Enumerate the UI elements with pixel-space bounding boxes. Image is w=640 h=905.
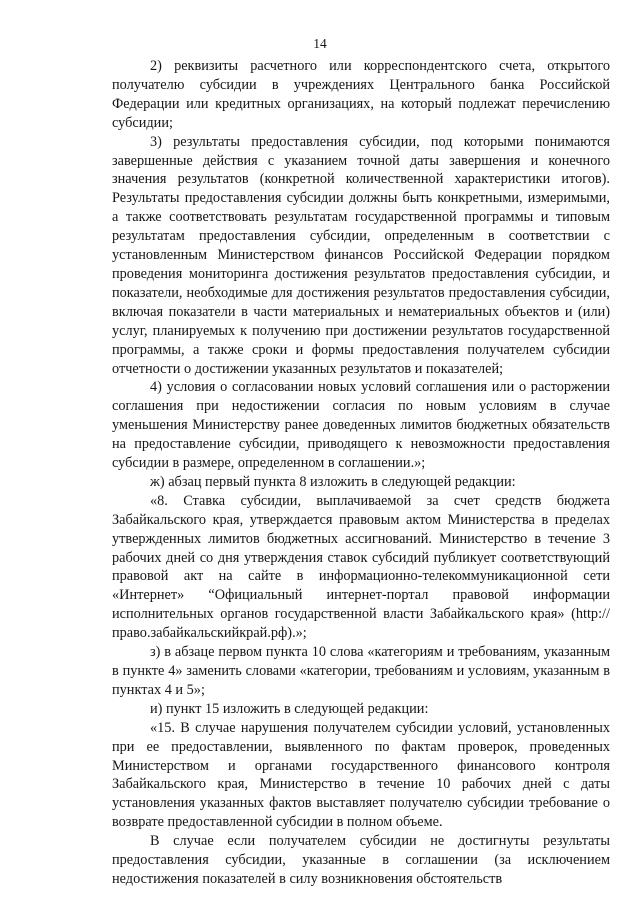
paragraph-item-2-bank-details: 2) реквизиты расчетного или корреспондентского счета, открытого получателю субсидии в учреждениях Центрального банка Российской Федерации или кредитных организациях, на который подлежат перечислению субсидии; [112,58,610,131]
paragraph-results-not-achieved: В случае если получателем субсидии не достигнуты результаты предоставления субсидии, указанные в соглашении (за исключением недостижения показателей в силу возникновения обстоятельств [112,833,610,887]
paragraph-item-4-agreement-conditions: 4) условия о согласовании новых условий соглашения или о расторжении соглашения при недостижении согласия по новым условиям в случае уменьшения Министерству ранее доведенных лимитов бюджетных обязательств на предоставление субсидии, приводящего к невозможности предоставления субсидии в размере, определенном в соглашении.»; [112,379,610,472]
paragraph-clause-8-subsidy-rate: «8. Ставка субсидии, выплачиваемой за счет средств бюджета Забайкальского края, утверждается правовым актом Министерства в пределах утвержденных лимитов бюджетных ассигнований. Министерство в течение 3 рабочих дней со дня утверждения ставок субсидий публикует соответствующий правовой акт на сайте в информационно-телекоммуникационной сети «Интернет» “Официальный интернет-портал правовой информации исполнительных органов государственной власти Забайкальского края» (http://право.забайкальскийкрай.рф).»; [112,492,610,642]
page-body [112,57,610,889]
paragraph-amendment-zh: ж) абзац первый пункта 8 изложить в следующей редакции: [150,473,516,490]
page-number: 14 [313,36,327,51]
paragraph-amendment-z: з) в абзаце первом пункта 10 слова «категориям и требованиям, указанным в пункте 4» заменить словами «категории, требованиям и условиям, указанным в пунктах 4 и 5»; [112,644,610,698]
paragraph-item-3-subsidy-results: 3) результаты предоставления субсидии, под которыми понимаются завершенные действия с указанием точной даты завершения и конечного значения результатов (конкретной количественной характеристики итогов). Результаты предоставления субсидии должны быть конкретными, измеримыми, а также соответствовать результатам государственной программы и типовым результатам предоставления субсидии, определенным в соответствии с установленным Министерством финансов Российской Федерации порядком проведения мониторинга достижения результатов предоставления субсидии, и показатели, необходимые для достижения результатов предоставления субсидии, включая показатели в части материальных и нематериальных объектов и (или) услуг, планируемых к получению при достижении результатов государственной программы, а также сроки и формы предоставления получателем субсидии отчетности о достижении указанных результатов и показателей; [112,133,610,377]
paragraph-clause-15-violation: «15. В случае нарушения получателем субсидии условий, установленных при ее предоставлении, выявленного по фактам проверок, проведенных Министерством и органами государственного финансового контроля Забайкальского края, Министерство в течение 10 рабочих дней с даты установления указанных фактов выставляет получателю субсидии требование о возврате предоставленной субсидии в полном объеме. [112,719,610,831]
paragraph-amendment-i: и) пункт 15 изложить в следующей редакции: [150,700,429,717]
